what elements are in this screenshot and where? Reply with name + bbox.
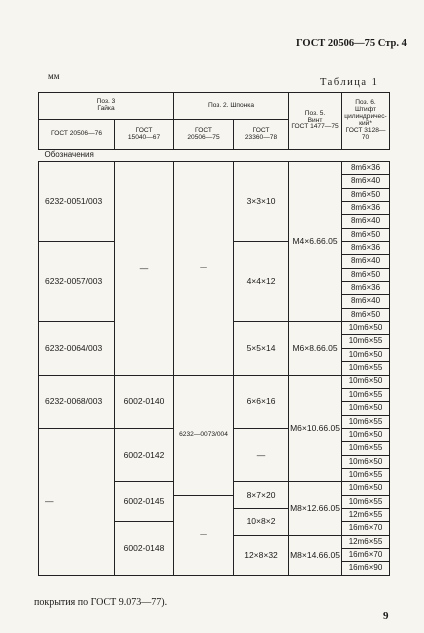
pin-cell: 12m6×55 [342,535,390,548]
page-header: ГОСТ 20506—75 Стр. 4 [296,38,407,49]
header-pos3: Поз. 3 Гайка [39,93,174,120]
key-23360-cell: 8×7×20 [234,482,289,509]
pin-cell: 8m6×36 [342,202,390,215]
key-20506-cell: — [174,162,234,376]
pin-cell: 8m6×50 [342,268,390,281]
pin-cell: 10m6×50 [342,375,390,388]
footnote: покрытия по ГОСТ 9.073—77). [34,597,168,608]
key-23360-cell: 3×3×10 [234,162,289,242]
screw-cell: M6×10.66.05 [289,375,342,482]
header-pos2: Поз. 2. Шпонка [174,93,289,120]
screw-cell: M8×14.66.05 [289,535,342,575]
pin-cell: 16m6×90 [342,562,390,575]
pin-cell: 8m6×40 [342,255,390,268]
nut-cell: — [115,162,174,376]
designation-cell: — [39,428,115,575]
key-23360-cell: 10×8×2 [234,508,289,535]
pin-cell: 8m6×36 [342,282,390,295]
nut-cell: 6002-0145 [115,482,174,522]
pin-cell: 8m6×36 [342,242,390,255]
pin-cell: 10m6×55 [342,335,390,348]
table-title: Таблица 1 [320,77,379,88]
screw-cell: M4×6.66.05 [289,162,342,322]
designation-label: Обозначения [39,150,390,162]
header-pos2-gost23360: ГОСТ 23360—78 [234,120,289,150]
pin-cell: 8m6×36 [342,162,390,175]
pin-cell: 16m6×70 [342,548,390,561]
header-pos3-gost15040: ГОСТ 15040—67 [115,120,174,150]
key-23360-cell: 6×6×16 [234,375,289,428]
pin-cell: 10m6×55 [342,388,390,401]
pin-cell: 10m6×50 [342,402,390,415]
header-pos3-gost20506: ГОСТ 20506—76 [39,120,115,150]
header-pos2-gost20506: ГОСТ 20506—75 [174,120,234,150]
data-table [38,92,390,576]
key-23360-cell: — [234,428,289,481]
pin-cell: 10m6×50 [342,428,390,441]
key-23360-cell: 4×4×12 [234,242,289,322]
header-pos6: Поз. 6. Штифт цилиндричес- кий* ГОСТ 3128—70 [342,93,390,150]
pin-cell: 8m6×40 [342,175,390,188]
pin-cell: 8m6×40 [342,295,390,308]
pin-cell: 10m6×50 [342,322,390,335]
pin-cell: 12m6×55 [342,508,390,521]
nut-cell: 6002-0148 [115,522,174,575]
units-label: мм [48,71,60,81]
pin-cell: 10m6×55 [342,415,390,428]
page-number: 9 [383,610,389,622]
designation-cell: 6232-0068/003 [39,375,115,428]
pin-cell: 10m6×50 [342,482,390,495]
table-row [39,375,390,388]
pin-cell: 8m6×50 [342,228,390,241]
screw-cell: M8×12.66.05 [289,482,342,535]
pin-cell: 8m6×40 [342,215,390,228]
nut-cell: 6002-0140 [115,375,174,428]
designation-cell: 6232-0057/003 [39,242,115,322]
screw-cell: M6×8.66.05 [289,322,342,375]
table-row [39,162,390,175]
pin-cell: 8m6×50 [342,308,390,321]
key-23360-cell: 5×5×14 [234,322,289,375]
designation-cell: 6232-0064/003 [39,322,115,375]
key-20506-cell: 6232—0073/004 [174,375,234,495]
key-20506-cell: — [174,495,234,575]
pin-cell: 10m6×55 [342,468,390,481]
pin-cell: 10m6×55 [342,362,390,375]
header-pos5: Поз. 5. Винт ГОСТ 1477—75 [289,93,342,150]
pin-cell: 10m6×50 [342,455,390,468]
pin-cell: 10m6×50 [342,348,390,361]
key-23360-cell: 12×8×32 [234,535,289,575]
nut-cell: 6002-0142 [115,428,174,481]
pin-cell: 10m6×55 [342,442,390,455]
pin-cell: 10m6×55 [342,495,390,508]
pin-cell: 16m6×70 [342,522,390,535]
pin-cell: 8m6×50 [342,188,390,201]
designation-cell: 6232-0051/003 [39,162,115,242]
